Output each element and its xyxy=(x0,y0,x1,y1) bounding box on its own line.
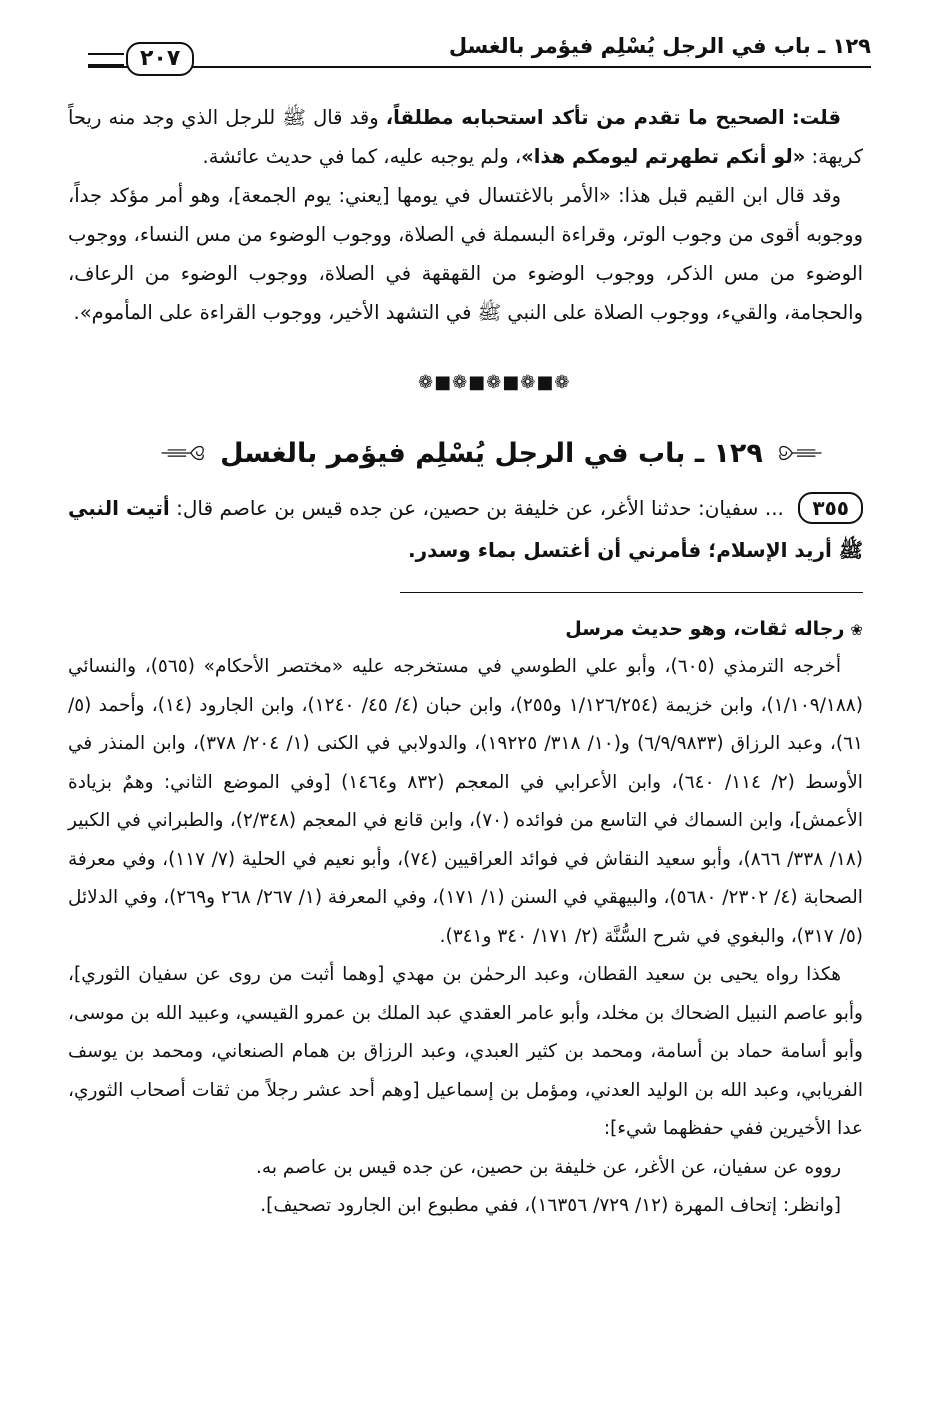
running-header xyxy=(88,30,871,76)
intro-section xyxy=(68,98,863,332)
takhrij-paragraph: هكذا رواه يحيى بن سعيد القطان، وعبد الرحمٰن بن مهدي [وهما أثبت من روى عن سفيان الثوري]، وأبو عاصم النبيل الضحاك بن مخلد، وأبو عامر العقدي عبد الملك بن عمرو القيسي، وعبيد الله بن موسى، وأبو أسامة حماد بن أسامة، ومحمد بن كثير العبدي، وعبد الرزاق بن همام الصنعاني، ومحمد بن يوسف الفريابي، وعبد الله بن الوليد العدني، ومؤمل بن إسماعيل [وهم أحد عشر رجلاً من ثقات أصحاب الثوري، عدا الأخيرين ففي حفظهما شيء]: xyxy=(68,964,863,1139)
hadith-block xyxy=(68,487,863,571)
hadith-matn: أتيت النبي ﷺ أريد الإسلام؛ فأمرني أن أغتسل بماء وسدر. xyxy=(68,496,863,562)
intro-bold-statement: الصحيح ما تقدم من تأكد استحبابه مطلقاً، xyxy=(385,106,785,129)
flourish-left-icon xyxy=(160,433,206,473)
intro-quote: «لو أنكم تطهرتم ليومكم هذا» xyxy=(521,145,806,168)
chapter-title: ١٢٩ ـ باب في الرجل يُسْلِم فيؤمر بالغسل xyxy=(220,437,763,469)
hadith-grade xyxy=(68,612,863,647)
intro-text: وقد قال ﷺ للرجل الذي وجد منه ريحاً كريهة: xyxy=(68,106,863,168)
page-number-ornament xyxy=(88,42,196,76)
hadith-chain: ... سفيان: حدثنا الأغر، عن خليفة بن حصين، عن جده قيس بن عاصم قال: xyxy=(169,496,791,520)
separator-line xyxy=(400,592,863,593)
section-divider-ornament: ❁■❁■❁■❁■❁ xyxy=(418,372,571,393)
chapter-heading xyxy=(160,424,823,482)
takhrij-paragraph: [وانظر: إتحاف المهرة (١٢/ ٧٢٩/ ١٦٣٥٦)، ففي مطبوع ابن الجارود تصحيف]. xyxy=(260,1195,841,1216)
takhrij-section xyxy=(68,648,863,1226)
hadith-text xyxy=(68,487,863,571)
qultu-label: قلت: xyxy=(791,106,842,129)
grade-text: رجاله ثقات، وهو حديث مرسل xyxy=(565,618,845,640)
hadith-number-badge: ٣٥٥ xyxy=(798,492,863,524)
intro-paragraph-1 xyxy=(68,98,863,176)
page-number: ٢٠٧ xyxy=(126,42,194,76)
intro-text-end: ، ولم يوجبه عليه، كما في حديث عائشة. xyxy=(202,145,522,168)
intro-paragraph-2: وقد قال ابن القيم قبل هذا: «الأمر بالاغتسال في يومها [يعني: يوم الجمعة]، وهو أمر مؤكد جداً، ووجوبه أقوى من وجوب الوتر، وقراءة البسملة في الصلاة، ووجوب الوضوء من مس النساء، ووجوب الوضوء من مس الذكر، ووجوب الوضوء من القهقهة في الصلاة، ووجوب الوضوء من الرعاف، والحجامة، والقيء، ووجوب الصلاة على النبي ﷺ في التشهد الأخير، ووجوب القراءة على المأموم». xyxy=(68,184,863,324)
takhrij-paragraph: رووه عن سفيان، عن الأغر، عن خليفة بن حصين، عن جده قيس بن عاصم به. xyxy=(256,1156,841,1178)
bullet-flower-icon: ❀ xyxy=(850,621,863,639)
double-line-left xyxy=(88,53,124,66)
running-title: ١٢٩ ـ باب في الرجل يُسْلِم فيؤمر بالغسل xyxy=(448,34,871,58)
header-rule xyxy=(88,66,871,68)
flourish-right-icon xyxy=(777,433,823,473)
takhrij-paragraph: أخرجه الترمذي (٦٠٥)، وأبو علي الطوسي في مستخرجه عليه «مختصر الأحكام» (٥٦٥)، والنسائي (١/١٠٩/١٨٨)، وابن خزيمة (١/١٢٦/٢٥٤ و٢٥٥)، وابن حبان (٤/ ٤٥/ ١٢٤٠)، وابن الجارود (١٤)، وأحمد (٥/ ٦١)، وعبد الرزاق (٦/٩/٩٨٣٣) و(١٠/ ٣١٨/ ١٩٢٢٥)، والدولابي في الكنى (١/ ٢٠٤/ ٣٧٨)، وابن المنذر في الأوسط (٢/ ١١٤/ ٦٤٠)، وابن الأعرابي في المعجم (٨٣٢ و١٤٦٤) [وفي الموضع الثاني: وهمٌ بزيادة الأعمش]، وابن السماك في التاسع من فوائده (٧٠)، وابن قانع في المعجم (٢/٣٤٨)، والطبراني في الكبير (١٨/ ٣٣٨/ ٨٦٦)، وأبو سعيد النقاش في فوائد العراقيين (٧٤)، وأبو نعيم في الحلية (٧/ ١١٧)، وفي معرفة الصحابة (٤/ ٢٣٠٢/ ٥٦٨٠)، والبيهقي في السنن (١/ ١٧١)، وفي المعرفة (١/ ٢٦٧/ ٢٦٨ و٢٦٩)، وفي الدلائل (٥/ ٣١٧)، والبغوي في شرح السُّنَّة (٢/ ١٧١/ ٣٤٠ و٣٤١). xyxy=(68,656,863,947)
